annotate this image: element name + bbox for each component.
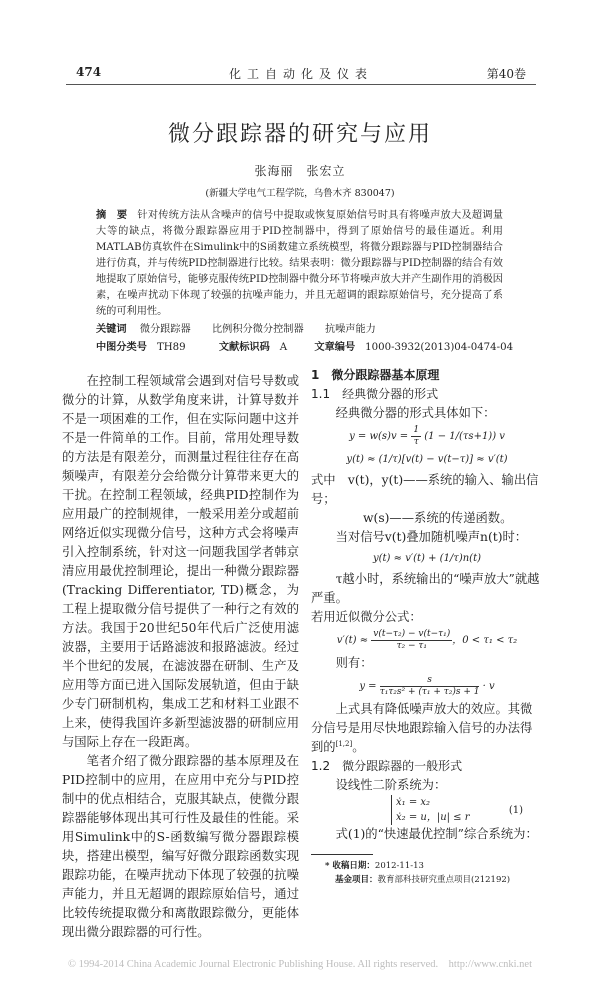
keyword: 抗噪声能力 xyxy=(324,324,376,335)
equation xyxy=(311,629,543,652)
right-column xyxy=(311,366,543,887)
keyword: 比例积分微分控制器 xyxy=(212,324,304,335)
paragraph: τ越小时，系统输出的“噪声放大”就越严重。 xyxy=(311,572,540,605)
keywords xyxy=(96,322,540,338)
left-column xyxy=(62,366,299,942)
keyword: 微分跟踪器 xyxy=(139,324,191,335)
fraction: $\frac{1}{\tau}$ xyxy=(413,425,420,447)
abstract xyxy=(96,208,503,320)
section-heading: 1 微分跟踪器基本原理 xyxy=(311,368,440,382)
paragraph: 若用近似微分公式： xyxy=(311,610,422,624)
article-no-label: 文章编号 xyxy=(314,342,356,353)
equation: y(t) ≈ v′(t) + (1/τ)n(t) xyxy=(372,553,481,564)
clc-value: TH89 xyxy=(156,342,186,353)
fraction: $\frac{s}{\text{τ₁τ₂s² + (τ₁ + τ₂)s + 1}}$ xyxy=(379,675,480,697)
body-columns xyxy=(62,366,542,942)
abstract-text: 针对传统方法从含噪声的信号中提取或恢复原始信号时具有将噪声放大及超调量大等的缺点，将微分跟踪器应用于PID控制器中，得到了原始信号的最佳逼近。利用MATLAB仿真软件在Simulink中的S函数建立系统模型，将微分跟踪器与PID控制器结合进行仿真，并与传统PID控制器进行比较。结果表明：微分跟踪器与PID控制器的结合有效地提取了原始信号，能够克服传统PID控制器中微分环节将噪声放大并产生副作用的消极因素，在噪声扰动下体现了较强的抗噪声能力，并且无超调的跟踪原始信号，充分提高了系统的可利用性。 xyxy=(96,210,504,317)
equation xyxy=(311,675,543,698)
journal-name: 化工自动化及仪表 xyxy=(228,67,373,81)
affiliation: (新疆大学电气工程学院，乌鲁木齐 830047) xyxy=(205,188,395,199)
article-no-value: 1000-3932(2013)04-0474-04 xyxy=(365,342,514,353)
paper-title: 微分跟踪器的研究与应用 xyxy=(167,122,432,147)
eq-part: y = w(s)v = xyxy=(349,431,409,442)
eq-part: · v xyxy=(482,681,495,692)
footnote-divider xyxy=(311,854,373,855)
received-label: * 收稿日期： xyxy=(325,861,375,871)
keywords-label: 关键词 xyxy=(96,324,127,335)
paragraph: 则有： xyxy=(335,656,373,670)
classification xyxy=(96,340,540,356)
footnote xyxy=(311,859,543,887)
paragraph: 当对信号v(t)叠加随机噪声n(t)时： xyxy=(335,530,528,544)
subsection-heading: 1.1 经典微分器的形式 xyxy=(311,387,439,401)
equation-system xyxy=(391,795,470,825)
equation xyxy=(311,425,543,448)
eq-part: v′(t) ≈ xyxy=(336,635,369,646)
equation-number: (1) xyxy=(508,804,523,816)
paragraph: 上式具有降低噪声放大的效应。其微分信号是用尽快地跟踪输入信号的办法得到的[1,2]。 xyxy=(311,702,533,754)
doc-code-label: 文献标识码 xyxy=(218,342,270,353)
paragraph: 式(1)的“快速最优控制”综合系统为： xyxy=(335,827,538,841)
volume: 第40卷 xyxy=(486,67,526,81)
paragraph: 经典微分器的形式具体如下： xyxy=(335,406,496,420)
citation: [1,2] xyxy=(335,739,353,748)
copyright-watermark: © 1994-2014 China Academic Journal Electronic Publishing House. All rights reserved. http://www.cnki.net xyxy=(68,959,532,970)
paragraph: 在控制工程领域常会遇到对信号导数或微分的计算，从数学角度来讲，计算导数并不是一项困难的工作，但在实际问题中这并不是一件简单的工作。目前，常用处理导数的方法是有限差分，而测量过程往往存在高频噪声，有限差分会给微分计算带来更大的干扰。在控制工程领域，经典PID控制作为应用最广的控制规律，一般采用差分或超前网络近似实现微分信号，这种方式会将噪声引入控制系统，针对这一问题我国学者韩京清应用最优控制理论，提出一种微分跟踪器(Tracking Differentiator, TD)概念，为工程上提取微分信号提供了一种行之有效的方法。我国于20世纪50年代后广泛使用滤波器，主要用于话路滤波和报路滤波。经过半个世纪的发展，在滤波器在研制、生产及应用等方面已进入国际发展轨道，但由于缺少专门研制机构，集成工艺和材料工业跟不上来，使得我国许多新型滤波器的研制应用与国际上存在一段距离。 xyxy=(62,374,299,749)
fund-value: 教育部科技研究重点项目(212192) xyxy=(377,875,511,885)
eq-part: (1 − 1/(τs+1)) v xyxy=(424,431,505,442)
eq-part: y = xyxy=(359,681,377,692)
paragraph: 笔者介绍了微分跟踪器的基本原理及在PID控制中的应用，在应用中充分与PID控制中的优点相结合，克服其缺点，使微分跟踪器能够体现出其可行性及最佳的性能。采用Simulink中的S-函数编写微分器跟踪模块，搭建出模型，编写好微分跟踪函数实现跟踪功能，在噪声扰动下体现了较强的抗噪声能力，并且无超调的跟踪原始信号，通过比较传统提取微分和离散跟踪微分，更能体现出微分跟踪器的可行性。 xyxy=(62,754,299,939)
doc-code-value: A xyxy=(279,342,288,353)
eq-part: ，0 < τ₁ < τ₂ xyxy=(452,635,518,646)
abstract-label: 摘 要 xyxy=(96,210,128,221)
page-number: 474 xyxy=(76,65,102,79)
fund-label: 基金项目： xyxy=(335,875,378,885)
fraction: $\frac{\text{v(t−τ₂) − v(t−τ₁)}}{\text{τ₂ − τ₁}}$ xyxy=(373,629,451,651)
eq-line: ẋ₁ = x₂ xyxy=(396,797,431,808)
received-date: 2012-11-13 xyxy=(374,861,424,871)
variable-definition: w(s)——系统的传递函数。 xyxy=(363,511,513,525)
equation: y(t) ≈ (1/τ)[v(t) − v(t−τ)] ≈ v′(t) xyxy=(346,454,508,465)
authors: 张海丽 张宏立 xyxy=(254,164,346,178)
variable-definition: 式中 v(t)，y(t)——系统的输入、输出信号； xyxy=(311,473,539,506)
equation xyxy=(311,795,543,825)
clc-label: 中图分类号 xyxy=(96,342,147,353)
subsection-heading: 1.2 微分跟踪器的一般形式 xyxy=(311,759,463,773)
running-header xyxy=(66,62,536,85)
eq-line: ẋ₂ = u，|u| ≤ r xyxy=(396,812,470,823)
paragraph: 设线性二阶系统为： xyxy=(335,778,447,792)
